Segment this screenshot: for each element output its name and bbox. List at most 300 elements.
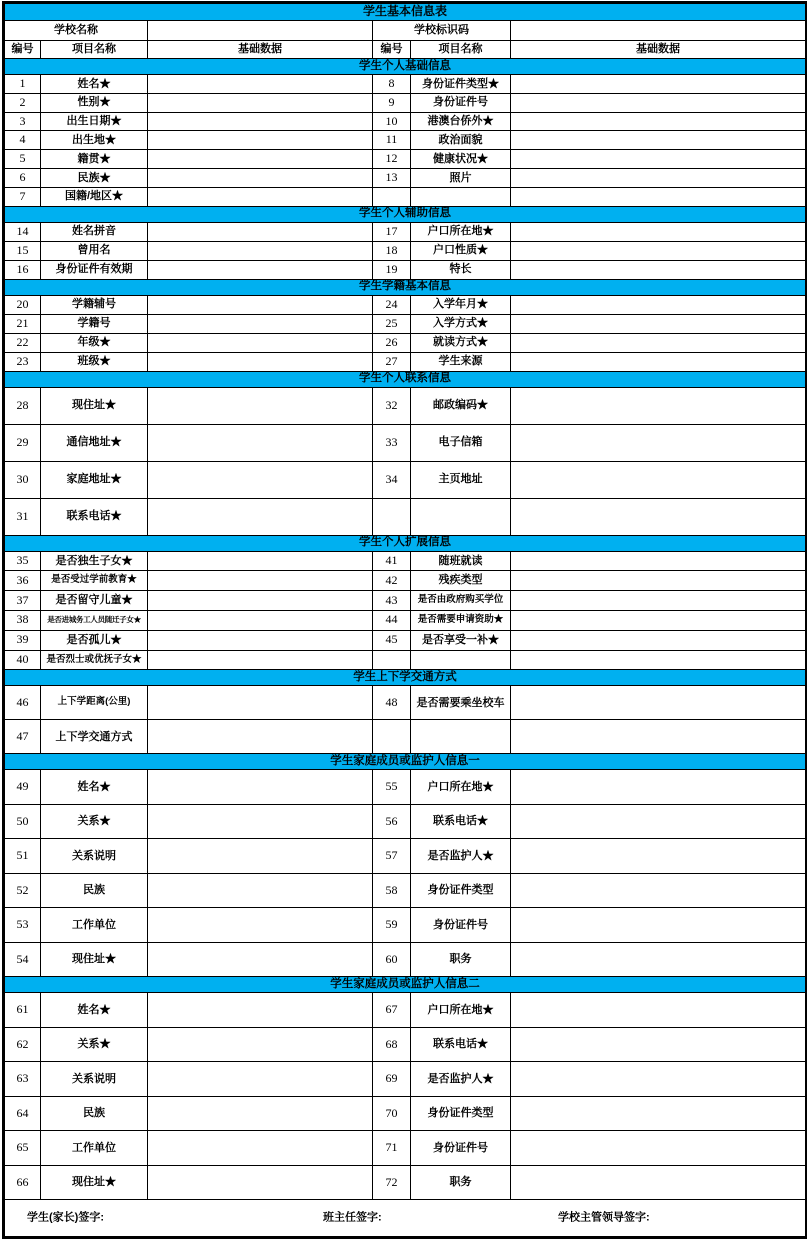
row-number: 69 [373, 1062, 411, 1097]
field-row [5, 650, 806, 670]
field-row [5, 387, 806, 424]
field-input[interactable] [148, 150, 373, 169]
row-number: 2 [5, 93, 41, 112]
field-input[interactable] [148, 1131, 373, 1166]
field-label: 关系★ [41, 804, 148, 839]
field-input[interactable] [511, 571, 806, 591]
signature-row [5, 1200, 806, 1237]
field-input[interactable] [511, 551, 806, 571]
field-label [411, 187, 511, 206]
field-label: 就读方式★ [411, 333, 511, 352]
section-header-row [5, 670, 806, 686]
field-input[interactable] [148, 908, 373, 943]
field-row [5, 591, 806, 611]
field-input[interactable] [148, 461, 373, 498]
field-label: 姓名★ [41, 75, 148, 94]
section-header-row [5, 206, 806, 222]
field-input[interactable] [148, 571, 373, 591]
section-title: 学生家庭成员或监护人信息二 [5, 977, 806, 993]
field-input[interactable] [148, 168, 373, 187]
field-label: 出生地★ [41, 131, 148, 150]
field-input[interactable] [511, 630, 806, 650]
field-input[interactable] [148, 131, 373, 150]
row-number: 28 [5, 387, 41, 424]
row-number: 16 [5, 260, 41, 279]
field-input[interactable] [148, 686, 373, 720]
field-row [5, 1027, 806, 1062]
field-row [5, 75, 806, 94]
form-title-row [5, 4, 806, 21]
row-number: 3 [5, 112, 41, 131]
field-label: 入学年月★ [411, 295, 511, 314]
section-title: 学生个人基础信息 [5, 59, 806, 75]
field-input[interactable] [511, 150, 806, 169]
field-label: 随班就读 [411, 551, 511, 571]
field-input[interactable] [511, 942, 806, 977]
row-number [373, 498, 411, 535]
row-number: 5 [5, 150, 41, 169]
row-number: 49 [5, 770, 41, 805]
field-input[interactable] [511, 424, 806, 461]
field-label: 关系说明 [41, 839, 148, 874]
field-row [5, 295, 806, 314]
field-label: 是否由政府购买学位 [411, 591, 511, 611]
field-input[interactable] [511, 222, 806, 241]
field-label: 是否独生子女★ [41, 551, 148, 571]
field-label: 是否受过学前教育★ [41, 571, 148, 591]
field-label: 曾用名 [41, 241, 148, 260]
field-input[interactable] [511, 873, 806, 908]
row-number: 4 [5, 131, 41, 150]
field-label: 学生来源 [411, 352, 511, 371]
field-label: 身份证件号 [411, 1131, 511, 1166]
field-row [5, 1062, 806, 1097]
field-label: 港澳台侨外★ [411, 112, 511, 131]
row-number: 65 [5, 1131, 41, 1166]
row-number: 52 [5, 873, 41, 908]
field-label: 户口所在地★ [411, 222, 511, 241]
field-input[interactable] [148, 314, 373, 333]
field-row [5, 839, 806, 874]
school-leader-signature-label: 学校主管领导签字: [558, 1212, 650, 1225]
field-input[interactable] [511, 1062, 806, 1097]
section-title: 学生个人扩展信息 [5, 535, 806, 551]
row-number: 63 [5, 1062, 41, 1097]
row-number: 25 [373, 314, 411, 333]
row-number: 60 [373, 942, 411, 977]
field-row [5, 873, 806, 908]
row-number: 23 [5, 352, 41, 371]
field-label: 上下学交通方式 [41, 720, 148, 754]
field-label: 身份证件有效期 [41, 260, 148, 279]
field-input[interactable] [511, 686, 806, 720]
field-input[interactable] [511, 839, 806, 874]
field-input[interactable] [148, 873, 373, 908]
row-number: 62 [5, 1027, 41, 1062]
field-label: 国籍/地区★ [41, 187, 148, 206]
row-number: 15 [5, 241, 41, 260]
field-row [5, 187, 806, 206]
field-input[interactable] [148, 498, 373, 535]
field-input[interactable] [148, 804, 373, 839]
field-input[interactable] [148, 112, 373, 131]
field-row [5, 686, 806, 720]
field-row [5, 610, 806, 630]
field-input[interactable] [511, 804, 806, 839]
field-input[interactable] [148, 93, 373, 112]
field-label: 主页地址 [411, 461, 511, 498]
row-number: 58 [373, 873, 411, 908]
field-input[interactable] [148, 295, 373, 314]
row-number: 27 [373, 352, 411, 371]
field-label: 联系电话★ [41, 498, 148, 535]
field-row [5, 241, 806, 260]
field-label: 户口所在地★ [411, 770, 511, 805]
school-name-input[interactable] [148, 21, 373, 41]
row-number: 51 [5, 839, 41, 874]
col-header-item-left: 项目名称 [41, 41, 148, 59]
school-name-label: 学校名称 [5, 21, 148, 41]
field-label: 民族★ [41, 168, 148, 187]
field-input[interactable] [511, 295, 806, 314]
field-label: 姓名拼音 [41, 222, 148, 241]
row-number: 1 [5, 75, 41, 94]
field-input[interactable] [148, 333, 373, 352]
field-input[interactable] [148, 187, 373, 206]
row-number: 55 [373, 770, 411, 805]
field-row [5, 168, 806, 187]
row-number: 50 [5, 804, 41, 839]
section-header-row [5, 977, 806, 993]
row-number: 9 [373, 93, 411, 112]
row-number: 11 [373, 131, 411, 150]
row-number: 21 [5, 314, 41, 333]
row-number: 68 [373, 1027, 411, 1062]
row-number: 42 [373, 571, 411, 591]
row-number: 53 [5, 908, 41, 943]
field-input[interactable] [148, 387, 373, 424]
field-label: 身份证件类型★ [411, 75, 511, 94]
field-label: 是否孤儿★ [41, 630, 148, 650]
row-number: 37 [5, 591, 41, 611]
row-number: 19 [373, 260, 411, 279]
field-label: 民族 [41, 873, 148, 908]
section-title: 学生个人辅助信息 [5, 206, 806, 222]
field-label: 邮政编码★ [411, 387, 511, 424]
field-row [5, 993, 806, 1028]
field-input[interactable] [511, 131, 806, 150]
row-number: 57 [373, 839, 411, 874]
row-number: 45 [373, 630, 411, 650]
row-number: 35 [5, 551, 41, 571]
row-number: 70 [373, 1096, 411, 1131]
field-label: 职务 [411, 942, 511, 977]
field-input[interactable] [148, 770, 373, 805]
field-input[interactable] [148, 75, 373, 94]
section-title: 学生学籍基本信息 [5, 279, 806, 295]
row-number: 6 [5, 168, 41, 187]
field-row [5, 720, 806, 754]
row-number: 71 [373, 1131, 411, 1166]
row-number: 36 [5, 571, 41, 591]
field-input[interactable] [148, 1096, 373, 1131]
field-label: 照片 [411, 168, 511, 187]
field-input[interactable] [511, 187, 806, 206]
field-input[interactable] [511, 387, 806, 424]
row-number: 43 [373, 591, 411, 611]
field-row [5, 908, 806, 943]
field-row [5, 333, 806, 352]
field-input[interactable] [511, 241, 806, 260]
field-input[interactable] [148, 424, 373, 461]
field-label: 是否进城务工人员随迁子女★ [41, 610, 148, 630]
section-header-row [5, 371, 806, 387]
row-number: 59 [373, 908, 411, 943]
field-row [5, 424, 806, 461]
field-row [5, 352, 806, 371]
field-input[interactable] [511, 1096, 806, 1131]
section-header-row [5, 59, 806, 75]
field-label: 是否监护人★ [411, 1062, 511, 1097]
form-table [4, 3, 806, 1237]
field-label: 是否需要乘坐校车 [411, 686, 511, 720]
field-label: 性别★ [41, 93, 148, 112]
row-number: 18 [373, 241, 411, 260]
row-number: 67 [373, 993, 411, 1028]
field-input[interactable] [511, 1131, 806, 1166]
field-input[interactable] [148, 650, 373, 670]
field-label: 班级★ [41, 352, 148, 371]
field-label: 上下学距离(公里) [41, 686, 148, 720]
field-input[interactable] [511, 770, 806, 805]
school-code-input[interactable] [511, 21, 806, 41]
field-label: 身份证件类型 [411, 873, 511, 908]
field-label: 户口所在地★ [411, 993, 511, 1028]
form-body [5, 4, 806, 1237]
row-number: 54 [5, 942, 41, 977]
field-label: 身份证件号 [411, 93, 511, 112]
field-row [5, 260, 806, 279]
field-label [411, 498, 511, 535]
field-input[interactable] [148, 260, 373, 279]
section-header-row [5, 535, 806, 551]
row-number: 17 [373, 222, 411, 241]
row-number: 41 [373, 551, 411, 571]
field-input[interactable] [148, 993, 373, 1028]
field-input[interactable] [148, 630, 373, 650]
row-number [373, 650, 411, 670]
field-label: 家庭地址★ [41, 461, 148, 498]
field-label: 出生日期★ [41, 112, 148, 131]
field-row [5, 131, 806, 150]
signature-area[interactable] [5, 1200, 806, 1237]
row-number: 61 [5, 993, 41, 1028]
row-number: 29 [5, 424, 41, 461]
field-input[interactable] [511, 720, 806, 754]
row-number: 24 [373, 295, 411, 314]
field-label: 残疾类型 [411, 571, 511, 591]
field-label: 政治面貌 [411, 131, 511, 150]
row-number: 31 [5, 498, 41, 535]
row-number: 33 [373, 424, 411, 461]
row-number: 30 [5, 461, 41, 498]
field-input[interactable] [148, 1062, 373, 1097]
row-number: 26 [373, 333, 411, 352]
field-row [5, 150, 806, 169]
field-input[interactable] [148, 591, 373, 611]
row-number [373, 720, 411, 754]
field-label: 是否留守儿童★ [41, 591, 148, 611]
field-label: 姓名★ [41, 770, 148, 805]
field-row [5, 222, 806, 241]
field-row [5, 630, 806, 650]
field-input[interactable] [511, 314, 806, 333]
field-row [5, 770, 806, 805]
row-number: 46 [5, 686, 41, 720]
section-title: 学生上下学交通方式 [5, 670, 806, 686]
field-input[interactable] [148, 241, 373, 260]
field-label: 特长 [411, 260, 511, 279]
section-header-row [5, 279, 806, 295]
field-input[interactable] [511, 75, 806, 94]
field-row [5, 498, 806, 535]
field-label [411, 720, 511, 754]
field-input[interactable] [511, 112, 806, 131]
field-row [5, 314, 806, 333]
field-input[interactable] [511, 993, 806, 1028]
field-label: 年级★ [41, 333, 148, 352]
school-code-label: 学校标识码 [373, 21, 511, 41]
field-label: 学籍辅号 [41, 295, 148, 314]
field-input[interactable] [148, 610, 373, 630]
section-title: 学生家庭成员或监护人信息一 [5, 754, 806, 770]
field-input[interactable] [511, 1165, 806, 1200]
field-label: 民族 [41, 1096, 148, 1131]
field-label: 电子信箱 [411, 424, 511, 461]
field-label: 是否烈士或优抚子女★ [41, 650, 148, 670]
field-label [411, 650, 511, 670]
field-input[interactable] [148, 839, 373, 874]
field-label: 是否享受一补★ [411, 630, 511, 650]
row-number: 8 [373, 75, 411, 94]
field-label: 联系电话★ [411, 804, 511, 839]
col-header-data-right: 基础数据 [511, 41, 806, 59]
field-input[interactable] [511, 93, 806, 112]
row-number: 38 [5, 610, 41, 630]
field-label: 工作单位 [41, 1131, 148, 1166]
row-number: 39 [5, 630, 41, 650]
field-label: 身份证件号 [411, 908, 511, 943]
col-header-item-right: 项目名称 [411, 41, 511, 59]
row-number: 48 [373, 686, 411, 720]
field-label: 职务 [411, 1165, 511, 1200]
row-number: 40 [5, 650, 41, 670]
field-input[interactable] [511, 610, 806, 630]
row-number: 10 [373, 112, 411, 131]
field-input[interactable] [511, 352, 806, 371]
field-label: 入学方式★ [411, 314, 511, 333]
field-label: 关系★ [41, 1027, 148, 1062]
field-label: 是否需要申请资助★ [411, 610, 511, 630]
row-number: 34 [373, 461, 411, 498]
field-input[interactable] [148, 942, 373, 977]
field-input[interactable] [511, 168, 806, 187]
field-input[interactable] [511, 650, 806, 670]
student-parent-signature-label: 学生(家长)签字: [27, 1212, 104, 1225]
field-label: 户口性质★ [411, 241, 511, 260]
field-row [5, 1096, 806, 1131]
field-label: 现住址★ [41, 387, 148, 424]
row-number: 44 [373, 610, 411, 630]
field-label: 姓名★ [41, 993, 148, 1028]
field-input[interactable] [511, 498, 806, 535]
field-label: 通信地址★ [41, 424, 148, 461]
field-input[interactable] [511, 591, 806, 611]
field-input[interactable] [511, 461, 806, 498]
field-row [5, 942, 806, 977]
class-teacher-signature-label: 班主任签字: [323, 1212, 382, 1225]
row-number: 64 [5, 1096, 41, 1131]
field-row [5, 461, 806, 498]
column-header-row [5, 41, 806, 59]
field-input[interactable] [148, 1165, 373, 1200]
col-header-data-left: 基础数据 [148, 41, 373, 59]
field-input[interactable] [511, 908, 806, 943]
field-label: 联系电话★ [411, 1027, 511, 1062]
col-header-no-left: 编号 [5, 41, 41, 59]
field-row [5, 1165, 806, 1200]
row-number: 47 [5, 720, 41, 754]
field-label: 现住址★ [41, 942, 148, 977]
section-header-row [5, 754, 806, 770]
field-label: 身份证件类型 [411, 1096, 511, 1131]
row-number: 66 [5, 1165, 41, 1200]
row-number: 32 [373, 387, 411, 424]
field-row [5, 112, 806, 131]
section-title: 学生个人联系信息 [5, 371, 806, 387]
row-number [373, 187, 411, 206]
field-row [5, 804, 806, 839]
row-number: 20 [5, 295, 41, 314]
field-input[interactable] [511, 260, 806, 279]
row-number: 13 [373, 168, 411, 187]
page-title: 学生基本信息表 [5, 4, 806, 21]
row-number: 22 [5, 333, 41, 352]
field-input[interactable] [511, 1027, 806, 1062]
field-input[interactable] [148, 352, 373, 371]
field-label: 学籍号 [41, 314, 148, 333]
field-row [5, 93, 806, 112]
field-input[interactable] [148, 551, 373, 571]
row-number: 7 [5, 187, 41, 206]
field-row [5, 571, 806, 591]
field-input[interactable] [511, 333, 806, 352]
field-label: 工作单位 [41, 908, 148, 943]
row-number: 56 [373, 804, 411, 839]
field-row [5, 1131, 806, 1166]
field-input[interactable] [148, 222, 373, 241]
student-info-form [2, 1, 807, 1239]
field-label: 是否监护人★ [411, 839, 511, 874]
row-number: 14 [5, 222, 41, 241]
field-label: 籍贯★ [41, 150, 148, 169]
col-header-no-right: 编号 [373, 41, 411, 59]
field-input[interactable] [148, 720, 373, 754]
field-input[interactable] [148, 1027, 373, 1062]
field-label: 现住址★ [41, 1165, 148, 1200]
row-number: 72 [373, 1165, 411, 1200]
field-row [5, 551, 806, 571]
